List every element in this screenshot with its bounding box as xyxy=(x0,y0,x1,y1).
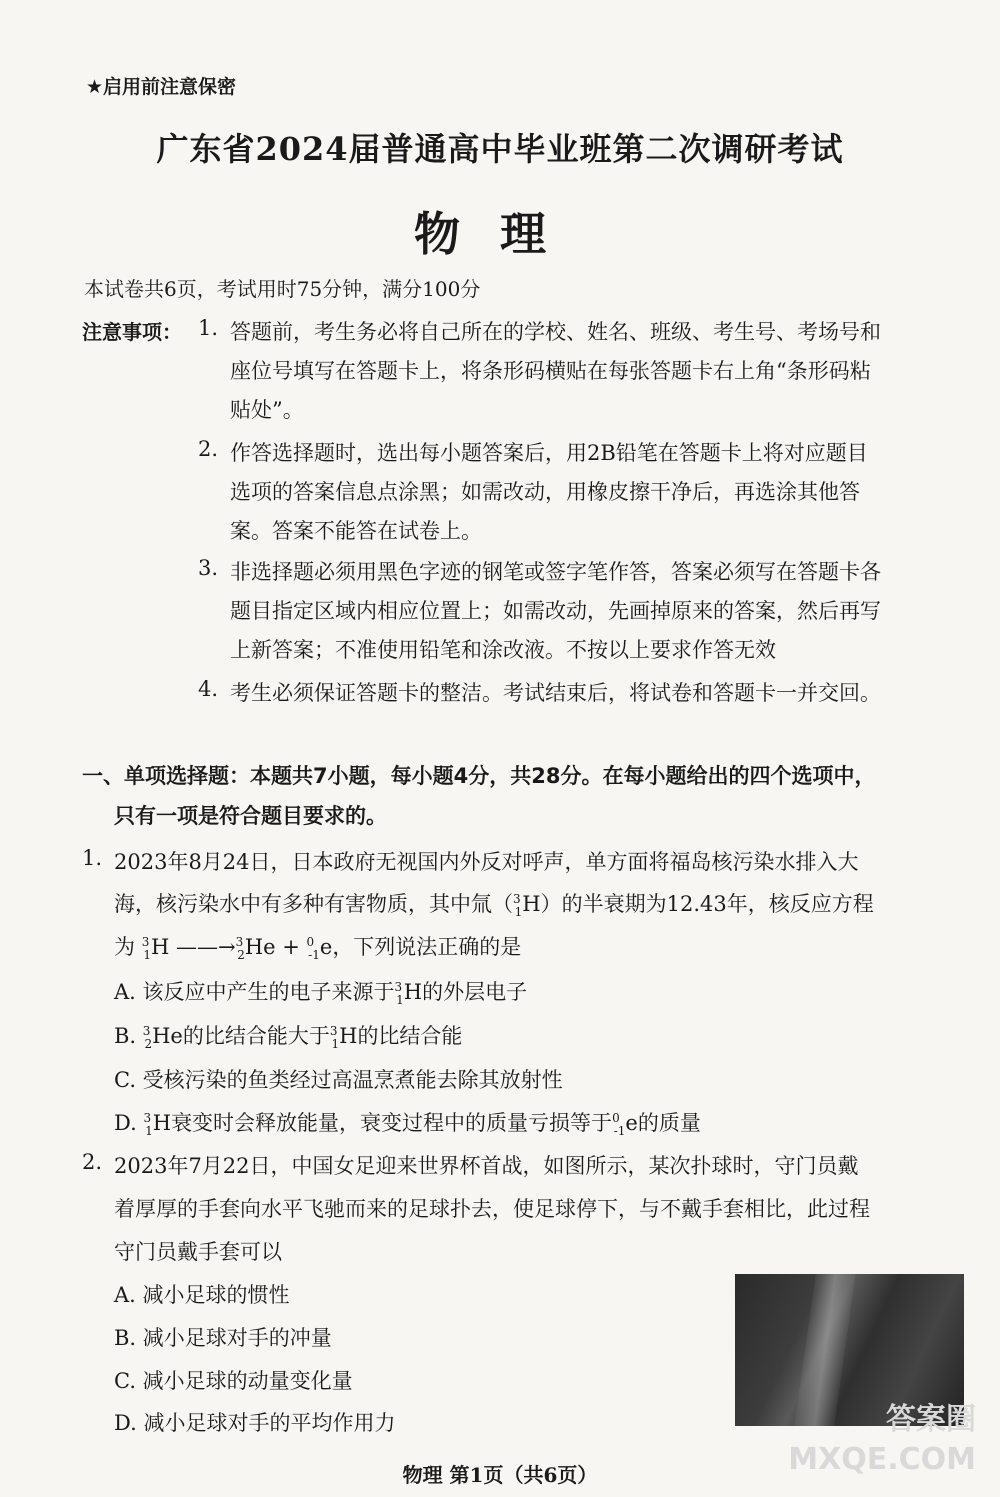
q2-line-1: 2023年7月22日，中国女足迎来世界杯首战，如图所示，某次扑球时，守门员戴 xyxy=(114,1154,859,1178)
q1-line-2 xyxy=(114,888,874,919)
electron-symbol: $^0_{-1}$e xyxy=(612,1111,638,1139)
exam-title: 广东省2024届普通高中毕业班第二次调研考试 xyxy=(156,130,844,168)
q1-line-3 xyxy=(114,931,521,962)
exam-info: 本试卷共6页，考试用时75分钟，满分100分 xyxy=(84,277,481,301)
tritium-symbol: $^3_1$H xyxy=(513,892,541,920)
q1-line-1: 2023年8月24日，日本政府无视国内外反对呼声，单方面将福岛核污染水排入大 xyxy=(114,850,859,874)
notice-3-line-3: 上新答案；不准使用铅笔和涂改液。不按以上要求作答无效 xyxy=(230,638,776,662)
q2-option-d: D. 减小足球对手的平均作用力 xyxy=(114,1411,396,1435)
q1-option-b-label: B. xyxy=(114,1024,137,1048)
q1-option-d-label: D. xyxy=(114,1111,137,1135)
notice-2-line-3: 案。答案不能答在试卷上。 xyxy=(230,519,482,543)
q2-option-c: C. 减小足球的动量变化量 xyxy=(114,1369,353,1393)
q1-line-3a: 为 xyxy=(114,935,135,959)
helium-symbol: $^3_2$He xyxy=(142,1024,183,1052)
page-footer: 物理 第1页（共6页） xyxy=(402,1463,598,1487)
q1-option-b-text: 的比结合能大于 xyxy=(182,1024,330,1048)
notice-2-line-2: 选项的答案信息点涂黑；如需改动，用橡皮擦干净后，再选涂其他答 xyxy=(230,480,860,504)
tritium-symbol: $^3_1$H xyxy=(143,1111,172,1139)
subject-title: 物理 xyxy=(414,207,586,261)
notice-1-line-3: 贴处”。 xyxy=(230,398,304,422)
notice-num-4: 4. xyxy=(198,677,219,701)
q1-line-2b: ）的半衰期为12.43年，核反应方程 xyxy=(540,892,874,916)
q2-option-b: B. 减小足球对手的冲量 xyxy=(114,1326,332,1350)
confidential-note: ★启用前注意保密 xyxy=(86,76,237,98)
notice-3-line-1: 非选择题必须用黑色字迹的钢笔或签字笔作答，答案必须写在答题卡各 xyxy=(230,560,881,584)
notice-3-line-2: 题目指定区域内相应位置上；如需改动，先画掉原来的答案，然后再写 xyxy=(230,599,881,623)
q1-option-d-text: 衰变时会释放能量，衰变过程中的质量亏损等于 xyxy=(171,1111,613,1135)
q1-option-a-text: A. 该反应中产生的电子来源于 xyxy=(114,980,395,1004)
watermark-line-2: MXQE.COM xyxy=(788,1442,976,1477)
q2-number: 2. xyxy=(82,1150,103,1174)
q1-option-a xyxy=(114,976,527,1007)
notice-1-line-1: 答题前，考生务必将自己所在的学校、姓名、班级、考生号、考场号和 xyxy=(230,320,881,344)
q1-option-d xyxy=(114,1107,701,1138)
notice-num-1: 1. xyxy=(198,316,219,340)
q1-option-b-text-2: 的比结合能 xyxy=(357,1024,463,1048)
notice-num-2: 2. xyxy=(198,437,219,461)
section-1-heading-cont: 只有一项是符合题目要求的。 xyxy=(114,804,387,828)
q1-line-3b: ，下列说法正确的是 xyxy=(332,935,522,959)
watermark-line-1: 答案圈 xyxy=(886,1402,976,1437)
notice-2-line-1: 作答选择题时，选出每小题答案后，用2B铅笔在答题卡上将对应题目 xyxy=(230,441,868,465)
q1-line-2a: 海，核污染水中有多种有害物质，其中氚（ xyxy=(114,892,513,916)
notice-4-line-1: 考生必须保证答题卡的整洁。考试结束后，将试卷和答题卡一并交回。 xyxy=(230,681,881,705)
q2-line-2: 着厚厚的手套向水平飞驰而来的足球扑去，使足球停下，与不戴手套相比，此过程 xyxy=(114,1197,870,1221)
q1-number: 1. xyxy=(82,846,103,870)
section-1-heading: 一、单项选择题：本题共7小题，每小题4分，共28分。在每小题给出的四个选项中， xyxy=(82,764,876,788)
q1-option-a-text-2: 的外层电子 xyxy=(422,980,528,1004)
q2-line-3: 守门员戴手套可以 xyxy=(114,1240,282,1264)
q2-option-a: A. 减小足球的惯性 xyxy=(114,1283,290,1307)
notice-label: 注意事项： xyxy=(82,320,182,344)
q1-option-c: C. 受核污染的鱼类经过高温烹煮能去除其放射性 xyxy=(114,1068,563,1092)
tritium-symbol: $^3_1$H xyxy=(329,1024,358,1052)
notice-1-line-2: 座位号填写在答题卡上，将条形码横贴在每张答题卡右上角“条形码粘 xyxy=(230,359,871,383)
tritium-symbol: $^3_1$H xyxy=(394,980,423,1008)
reaction-equation: $^3_1$H ——→$^3_2$He + $^0_{-1}$e xyxy=(141,935,333,963)
q1-option-b xyxy=(114,1020,462,1051)
q1-option-d-text-2: 的质量 xyxy=(637,1111,701,1135)
notice-num-3: 3. xyxy=(198,556,219,580)
